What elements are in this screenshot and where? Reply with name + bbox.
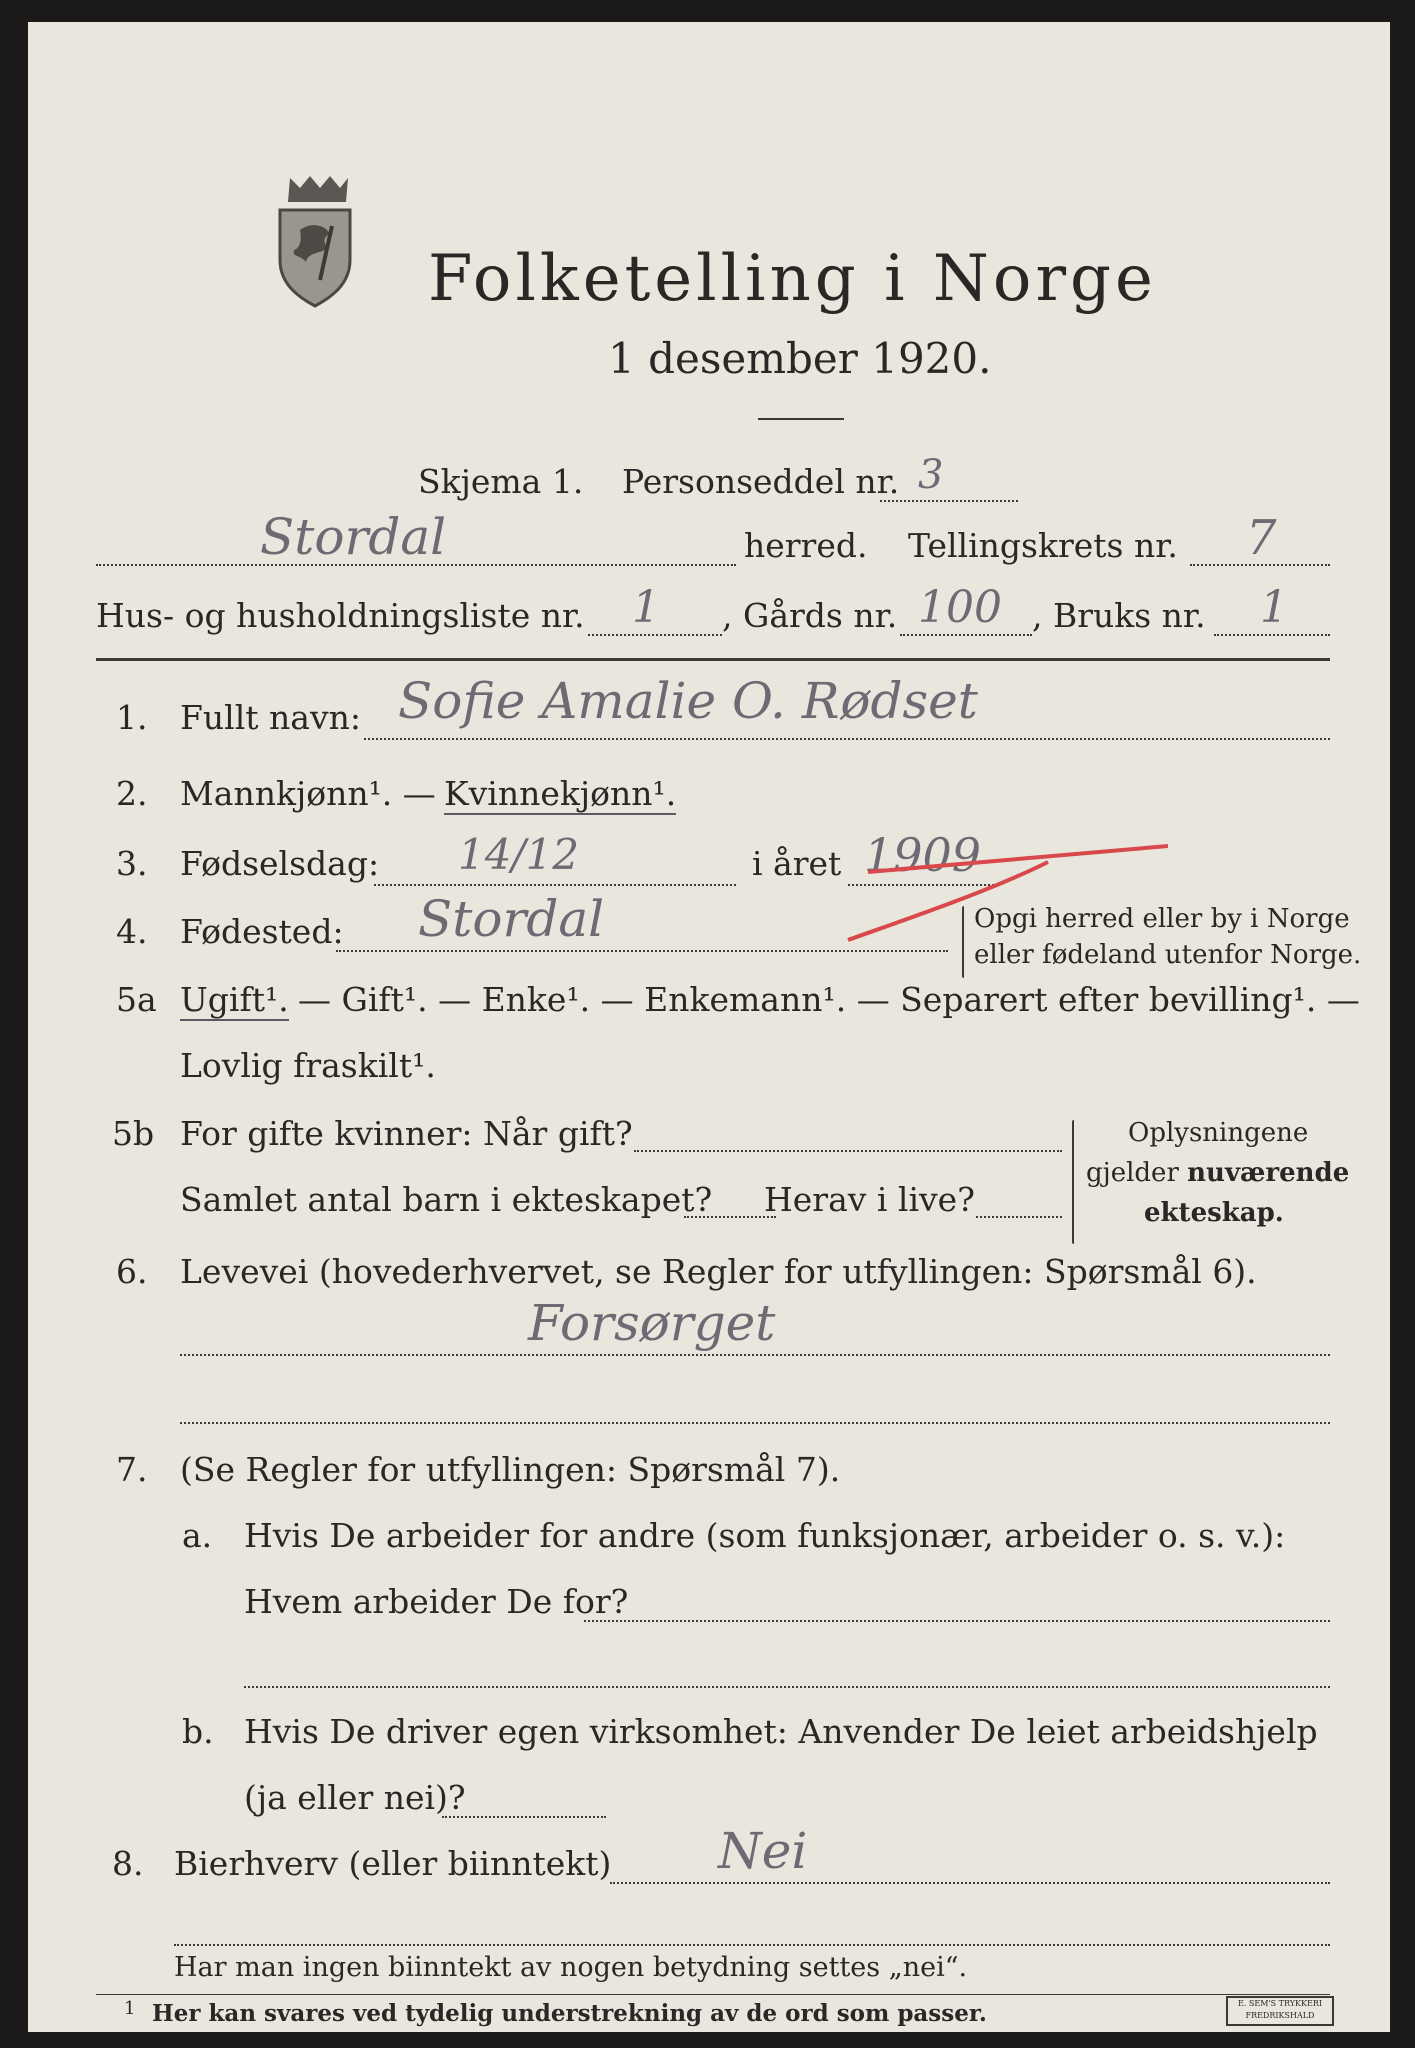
q2-number: 2. xyxy=(116,774,148,813)
herred-label: herred. xyxy=(744,526,868,565)
q5b-note-line3: ekteskap. xyxy=(1144,1198,1284,1228)
printer-stamp: E. SEM'S TRYKKERI FREDRIKSHALD xyxy=(1226,1996,1334,2026)
hired-help-field-line[interactable] xyxy=(442,1816,606,1818)
census-form-page xyxy=(28,22,1390,2032)
q5b-number: 5b xyxy=(112,1114,155,1153)
coat-of-arms-icon xyxy=(260,170,370,310)
divorced-option[interactable]: Lovlig fraskilt¹. xyxy=(180,1046,436,1085)
gards-value[interactable]: 100 xyxy=(918,582,1002,633)
q6-number: 6. xyxy=(116,1252,148,1291)
q7b-letter: b. xyxy=(182,1712,214,1751)
married-date-field-line[interactable] xyxy=(634,1150,1062,1152)
ugift-option[interactable]: Ugift¹. xyxy=(180,980,289,1019)
q7-label: (Se Regler for utfyllingen: Spørsmål 7). xyxy=(180,1450,841,1489)
bruks-field-line xyxy=(1214,634,1330,636)
q4-field-line xyxy=(336,950,948,952)
q1-label: Fullt navn: xyxy=(180,698,361,737)
tellingskrets-value[interactable]: 7 xyxy=(1246,510,1277,566)
birthplace-value[interactable]: Stordal xyxy=(418,890,605,948)
q7b-label: Hvis De driver egen virksomhet: Anvender De leiet arbeidshjelp xyxy=(244,1712,1318,1751)
herred-value[interactable]: Stordal xyxy=(260,508,447,566)
personseddel-value[interactable]: 3 xyxy=(918,452,944,498)
q3-number: 3. xyxy=(116,844,148,883)
side-income-value[interactable]: Nei xyxy=(718,1822,808,1880)
birthday-value[interactable]: 14/12 xyxy=(458,830,580,879)
occupation-field-line-1 xyxy=(180,1354,1330,1356)
q6-label: Levevei (hovederhvervet, se Regler for utfyllingen: Spørsmål 6). xyxy=(180,1252,1257,1291)
q4-note-line2: eller fødeland utenfor Norge. xyxy=(974,940,1362,970)
bruks-label: , Bruks nr. xyxy=(1032,596,1206,635)
q3-label: Fødselsdag: xyxy=(180,844,380,883)
q4-brace xyxy=(962,906,964,978)
q8-number: 8. xyxy=(112,1844,144,1883)
marital-status-options[interactable]: — Gift¹. — Enke¹. — Enkemann¹. — Separert efter bevilling¹. — xyxy=(298,980,1360,1019)
q4-number: 4. xyxy=(116,912,148,951)
q3-field-line xyxy=(374,884,736,886)
q5a-number: 5a xyxy=(116,980,157,1019)
bruks-value[interactable]: 1 xyxy=(1260,582,1288,633)
q7-number: 7. xyxy=(116,1450,148,1489)
q5b-alive-label: Herav i live? xyxy=(764,1180,975,1219)
footer-note: Har man ingen biinntekt av nogen betydning settes „nei“. xyxy=(174,1952,968,1983)
female-option[interactable]: Kvinnekjønn¹. xyxy=(444,774,677,813)
children-total-field-line[interactable] xyxy=(684,1216,776,1218)
q7a-label: Hvis De arbeider for andre (som funksjonær, arbeider o. s. v.): xyxy=(244,1516,1286,1555)
hus-field-line xyxy=(588,634,722,636)
personseddel-label: Personseddel nr. xyxy=(622,462,900,501)
q5b-note-line1: Oplysningene xyxy=(1128,1118,1309,1148)
footnote-text: Her kan svares ved tydelig understrekning av de ord som passer. xyxy=(152,2000,987,2027)
occupation-value[interactable]: Forsørget xyxy=(528,1294,776,1352)
form-title: Folketelling i Norge xyxy=(428,242,1157,316)
title-divider xyxy=(758,418,844,420)
occupation-field-line-2[interactable] xyxy=(180,1422,1330,1424)
gards-label: , Gårds nr. xyxy=(722,596,898,635)
side-income-field-line xyxy=(610,1882,1330,1884)
skjema-label: Skjema 1. xyxy=(418,462,584,501)
q7a-letter: a. xyxy=(182,1516,213,1555)
q4-note-line1: Opgi herred eller by i Norge xyxy=(974,904,1350,934)
q5b-brace xyxy=(1072,1120,1074,1244)
q5b-married-label: For gifte kvinner: Når gift? xyxy=(180,1114,633,1153)
q1-field-line xyxy=(364,738,1330,740)
q1-number: 1. xyxy=(116,698,148,737)
red-pencil-mark xyxy=(838,832,1198,952)
personseddel-field-line xyxy=(880,500,1018,502)
year-label: i året xyxy=(752,844,842,883)
q5b-note-line2: gjelder nuværende xyxy=(1086,1158,1350,1188)
q7b-question: (ja eller nei)? xyxy=(244,1778,466,1817)
footnote-number: 1 xyxy=(124,1998,136,2019)
census-date: 1 desember 1920. xyxy=(608,334,992,383)
q7a-question: Hvem arbeider De for? xyxy=(244,1582,629,1621)
hus-label: Hus- og husholdningsliste nr. xyxy=(96,596,585,635)
side-income-field-line-2[interactable] xyxy=(174,1944,1330,1946)
q8-label: Bierhverv (eller biinntekt) xyxy=(174,1844,612,1883)
employer-field-line-2[interactable] xyxy=(244,1686,1330,1688)
q4-label: Fødested: xyxy=(180,912,344,951)
footer-divider xyxy=(96,1994,1330,1995)
header-divider xyxy=(96,658,1330,661)
children-alive-field-line[interactable] xyxy=(976,1216,1062,1218)
birth-year-value[interactable]: 1909 xyxy=(864,828,982,882)
gards-field-line xyxy=(900,634,1032,636)
employer-field-line[interactable] xyxy=(584,1620,1330,1622)
male-option[interactable]: Mannkjønn¹. — xyxy=(180,774,436,813)
hus-value[interactable]: 1 xyxy=(632,582,660,633)
q5b-children-label: Samlet antal barn i ekteskapet? xyxy=(180,1180,713,1219)
full-name-value[interactable]: Sofie Amalie O. Rødset xyxy=(398,672,978,730)
tellingskrets-label: Tellingskrets nr. xyxy=(908,526,1178,565)
